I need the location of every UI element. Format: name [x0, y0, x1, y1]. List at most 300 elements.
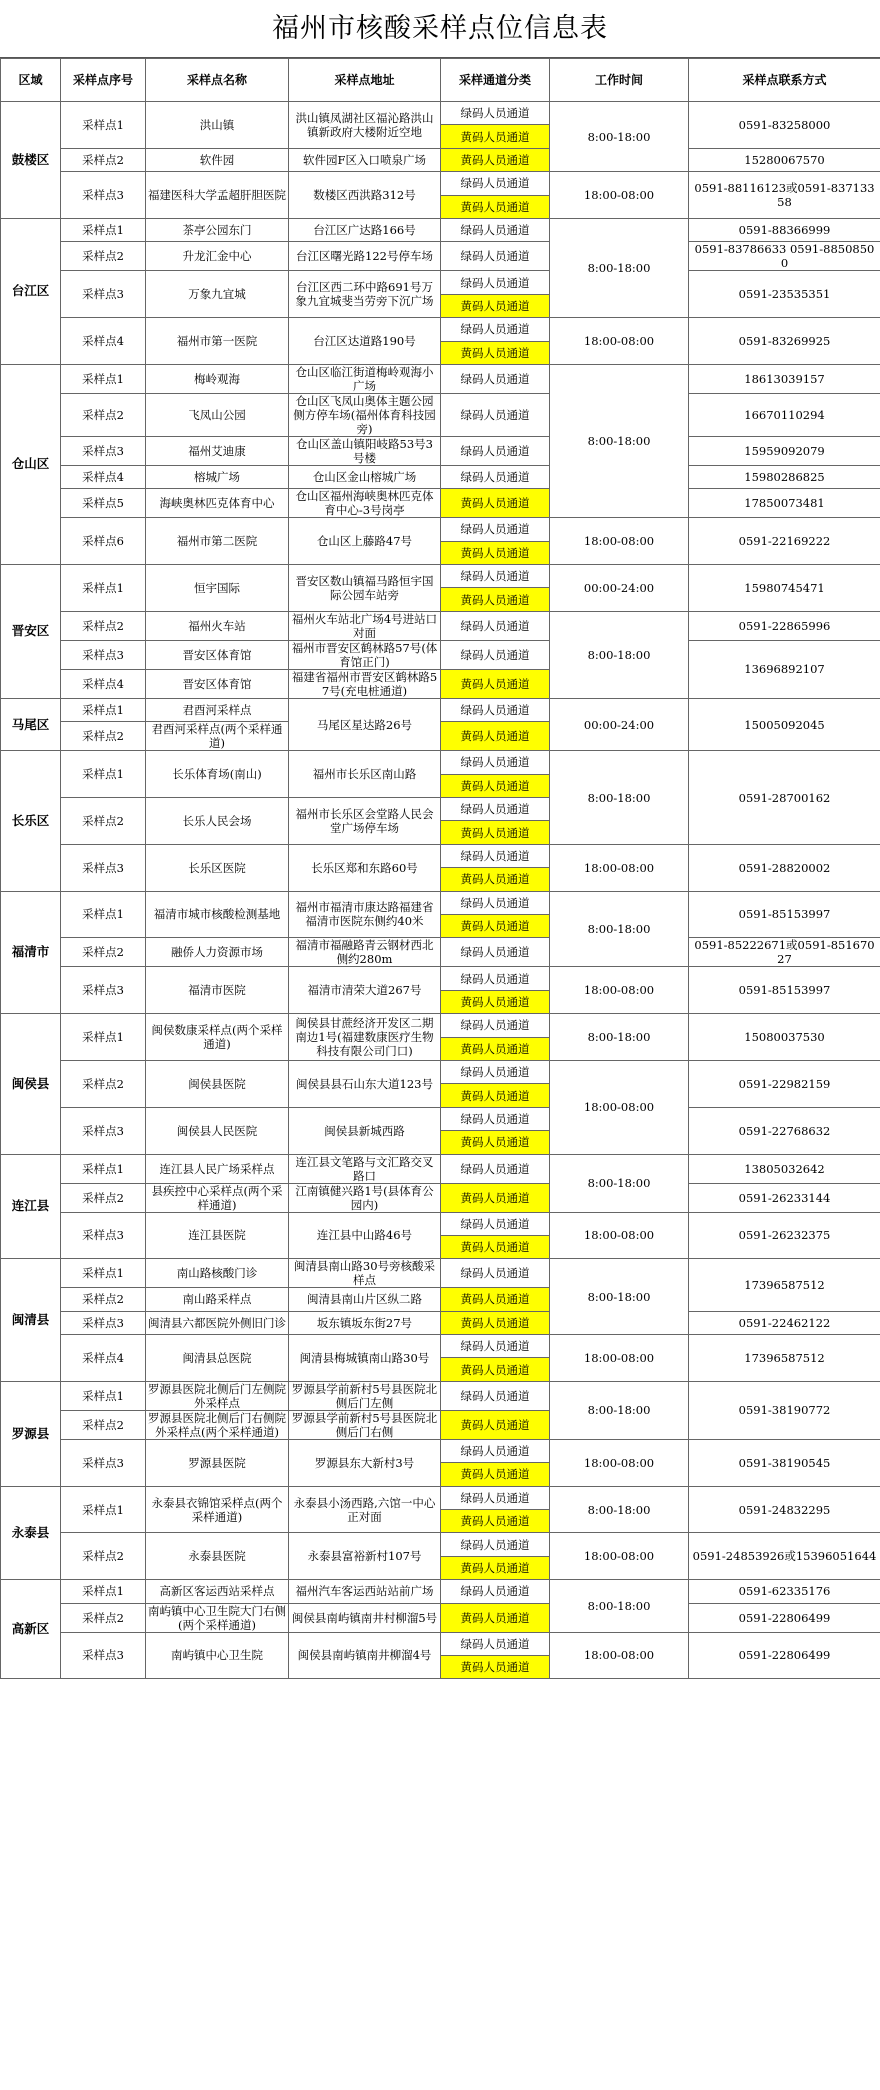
work-time-cell: 8:00-18:00 [550, 102, 689, 172]
district-cell: 高新区 [1, 1580, 61, 1679]
table-row [1, 1212, 880, 1235]
site-contact-cell: 17396587512 [689, 1259, 880, 1311]
sampling-sites-table [0, 58, 880, 1679]
table-row [1, 1603, 880, 1632]
channel-yellow-cell: 黄码人员通道 [441, 1183, 550, 1212]
site-address-cell: 晋安区数山镇福马路恒宇国际公园车站旁 [289, 565, 441, 612]
site-address-cell: 闽侯县县石山东大道123号 [289, 1060, 441, 1107]
work-time-cell: 8:00-18:00 [550, 364, 689, 517]
channel-green-cell: 绿码人员通道 [441, 242, 550, 271]
site-seq-cell: 采样点2 [61, 1288, 146, 1311]
table-row [1, 1335, 880, 1358]
site-contact-cell: 16670110294 [689, 393, 880, 436]
site-name-cell: 升龙汇金中心 [146, 242, 289, 271]
work-time-cell: 8:00-18:00 [550, 1014, 689, 1061]
site-seq-cell: 采样点2 [61, 722, 146, 751]
channel-yellow-cell: 黄码人员通道 [441, 195, 550, 218]
site-name-cell: 闽清县六都医院外侧旧门诊 [146, 1311, 289, 1334]
site-seq-cell: 采样点2 [61, 1410, 146, 1439]
work-time-cell: 18:00-08:00 [550, 1533, 689, 1580]
work-time-cell: 8:00-18:00 [550, 611, 689, 698]
site-seq-cell: 采样点2 [61, 1060, 146, 1107]
channel-green-cell: 绿码人员通道 [441, 967, 550, 990]
site-contact-cell: 13696892107 [689, 640, 880, 698]
site-seq-cell: 采样点2 [61, 1533, 146, 1580]
channel-yellow-cell: 黄码人员通道 [441, 1235, 550, 1258]
table-row [1, 844, 880, 867]
site-seq-cell: 采样点1 [61, 698, 146, 721]
work-time-cell: 18:00-08:00 [550, 172, 689, 219]
channel-green-cell: 绿码人员通道 [441, 751, 550, 774]
site-contact-cell: 0591-83269925 [689, 318, 880, 365]
site-seq-cell: 采样点4 [61, 669, 146, 698]
site-seq-cell: 采样点4 [61, 465, 146, 488]
channel-green-cell: 绿码人员通道 [441, 1381, 550, 1410]
site-seq-cell: 采样点1 [61, 751, 146, 798]
site-seq-cell: 采样点3 [61, 640, 146, 669]
site-address-cell: 仓山区金山榕城广场 [289, 465, 441, 488]
site-name-cell: 榕城广场 [146, 465, 289, 488]
site-name-cell: 晋安区体育馆 [146, 640, 289, 669]
work-time-cell: 8:00-18:00 [550, 751, 689, 845]
site-seq-cell: 采样点2 [61, 242, 146, 271]
site-name-cell: 长乐区医院 [146, 844, 289, 891]
site-seq-cell: 采样点3 [61, 436, 146, 465]
site-name-cell: 福州市第二医院 [146, 518, 289, 565]
channel-green-cell: 绿码人员通道 [441, 1632, 550, 1655]
site-name-cell: 闽侯数康采样点(两个采样通道) [146, 1014, 289, 1061]
site-contact-cell: 0591-83786633 0591-88508500 [689, 242, 880, 271]
site-contact-cell: 0591-23535351 [689, 271, 880, 318]
channel-yellow-cell: 黄码人员通道 [441, 990, 550, 1013]
channel-yellow-cell: 黄码人员通道 [441, 821, 550, 844]
site-name-cell: 海峡奥林匹克体育中心 [146, 489, 289, 518]
site-name-cell: 飞凤山公园 [146, 393, 289, 436]
table-row [1, 698, 880, 721]
site-address-cell: 罗源县学前新村5号县医院北侧后门左侧 [289, 1381, 441, 1410]
site-seq-cell: 采样点1 [61, 1154, 146, 1183]
site-name-cell: 闽侯县医院 [146, 1060, 289, 1107]
table-row [1, 102, 880, 125]
site-name-cell: 福建医科大学孟超肝胆医院 [146, 172, 289, 219]
site-seq-cell: 采样点1 [61, 1381, 146, 1410]
work-time-cell: 18:00-08:00 [550, 844, 689, 891]
site-seq-cell: 采样点1 [61, 1014, 146, 1061]
site-name-cell: 罗源县医院北侧后门右侧院外采样点(两个采样通道) [146, 1410, 289, 1439]
site-name-cell: 罗源县医院 [146, 1439, 289, 1486]
site-seq-cell: 采样点3 [61, 1107, 146, 1154]
site-name-cell: 南屿镇中心卫生院 [146, 1632, 289, 1679]
site-address-cell: 永泰县富裕新村107号 [289, 1533, 441, 1580]
work-time-cell: 8:00-18:00 [550, 1381, 689, 1439]
header-name: 采样点名称 [146, 59, 289, 102]
site-seq-cell: 采样点1 [61, 218, 146, 241]
site-seq-cell: 采样点2 [61, 611, 146, 640]
site-address-cell: 闽清县南山片区纵二路 [289, 1288, 441, 1311]
site-contact-cell: 0591-26233144 [689, 1183, 880, 1212]
table-row [1, 640, 880, 669]
table-row [1, 271, 880, 294]
site-name-cell: 长乐体育场(南山) [146, 751, 289, 798]
site-name-cell: 县疾控中心采样点(两个采样通道) [146, 1183, 289, 1212]
channel-yellow-cell: 黄码人员通道 [441, 1037, 550, 1060]
site-contact-cell: 15959092079 [689, 436, 880, 465]
site-address-cell: 福州市长乐区会堂路人民会堂广场停车场 [289, 798, 441, 845]
site-seq-cell: 采样点3 [61, 844, 146, 891]
work-time-cell: 8:00-18:00 [550, 891, 689, 967]
site-name-cell: 福清市城市核酸检测基地 [146, 891, 289, 938]
site-name-cell: 永泰县医院 [146, 1533, 289, 1580]
channel-green-cell: 绿码人员通道 [441, 1533, 550, 1556]
work-time-cell: 18:00-08:00 [550, 1060, 689, 1154]
table-body [1, 102, 880, 1679]
site-seq-cell: 采样点1 [61, 565, 146, 612]
channel-yellow-cell: 黄码人员通道 [441, 1288, 550, 1311]
site-seq-cell: 采样点2 [61, 148, 146, 171]
site-seq-cell: 采样点1 [61, 891, 146, 938]
channel-yellow-cell: 黄码人员通道 [441, 541, 550, 564]
header-district: 区域 [1, 59, 61, 102]
site-address-cell: 江南镇健兴路1号(县体育公园内) [289, 1183, 441, 1212]
site-address-cell: 长乐区郑和东路60号 [289, 844, 441, 891]
site-address-cell: 仓山区飞凤山奥体主题公园侧方停车场(福州体育科技园旁) [289, 393, 441, 436]
table-row [1, 1060, 880, 1083]
site-address-cell: 数楼区西洪路312号 [289, 172, 441, 219]
site-contact-cell: 0591-28820002 [689, 844, 880, 891]
site-seq-cell: 采样点2 [61, 798, 146, 845]
table-row [1, 218, 880, 241]
site-address-cell: 福州火车站北广场4号进站口对面 [289, 611, 441, 640]
table-row [1, 1439, 880, 1462]
work-time-cell: 8:00-18:00 [550, 1259, 689, 1335]
site-contact-cell: 0591-38190772 [689, 1381, 880, 1439]
channel-green-cell: 绿码人员通道 [441, 1060, 550, 1083]
site-address-cell: 台江区达道路190号 [289, 318, 441, 365]
site-contact-cell: 0591-83258000 [689, 102, 880, 149]
site-name-cell: 连江县医院 [146, 1212, 289, 1259]
channel-yellow-cell: 黄码人员通道 [441, 148, 550, 171]
site-name-cell: 君酉河采样点 [146, 698, 289, 721]
district-cell: 长乐区 [1, 751, 61, 891]
site-seq-cell: 采样点6 [61, 518, 146, 565]
site-name-cell: 福州火车站 [146, 611, 289, 640]
channel-yellow-cell: 黄码人员通道 [441, 1358, 550, 1381]
work-time-cell: 18:00-08:00 [550, 318, 689, 365]
work-time-cell: 18:00-08:00 [550, 1439, 689, 1486]
work-time-cell: 00:00-24:00 [550, 565, 689, 612]
channel-green-cell: 绿码人员通道 [441, 318, 550, 341]
site-seq-cell: 采样点3 [61, 1212, 146, 1259]
channel-yellow-cell: 黄码人员通道 [441, 588, 550, 611]
district-cell: 晋安区 [1, 565, 61, 699]
site-seq-cell: 采样点1 [61, 1486, 146, 1533]
site-seq-cell: 采样点3 [61, 271, 146, 318]
table-row [1, 1632, 880, 1655]
channel-green-cell: 绿码人员通道 [441, 844, 550, 867]
header-channel: 采样通道分类 [441, 59, 550, 102]
site-contact-cell: 0591-22169222 [689, 518, 880, 565]
site-name-cell: 君酉河采样点(两个采样通道) [146, 722, 289, 751]
site-name-cell: 南屿镇中心卫生院大门右侧(两个采样通道) [146, 1603, 289, 1632]
site-seq-cell: 采样点1 [61, 1259, 146, 1288]
site-name-cell: 连江县人民广场采样点 [146, 1154, 289, 1183]
table-row [1, 1107, 880, 1130]
channel-yellow-cell: 黄码人员通道 [441, 341, 550, 364]
header-contact: 采样点联系方式 [689, 59, 880, 102]
site-name-cell: 福州市第一医院 [146, 318, 289, 365]
site-seq-cell: 采样点1 [61, 364, 146, 393]
channel-yellow-cell: 黄码人员通道 [441, 1655, 550, 1678]
work-time-cell: 18:00-08:00 [550, 1632, 689, 1679]
district-cell: 闽侯县 [1, 1014, 61, 1154]
table-row [1, 1311, 880, 1334]
site-address-cell: 永泰县小汤西路,六馆一中心正对面 [289, 1486, 441, 1533]
site-address-cell: 福州市福清市康达路福建省福清市医院东侧约40米 [289, 891, 441, 938]
table-row [1, 1259, 880, 1288]
channel-green-cell: 绿码人员通道 [441, 698, 550, 721]
site-contact-cell: 0591-22806499 [689, 1632, 880, 1679]
site-contact-cell: 0591-62335176 [689, 1580, 880, 1603]
site-seq-cell: 采样点2 [61, 1603, 146, 1632]
site-address-cell: 仓山区福州海峡奥林匹克体育中心-3号岗亭 [289, 489, 441, 518]
table-row [1, 1154, 880, 1183]
site-contact-cell: 0591-26232375 [689, 1212, 880, 1259]
district-cell: 马尾区 [1, 698, 61, 750]
district-cell: 闽清县 [1, 1259, 61, 1382]
channel-yellow-cell: 黄码人员通道 [441, 1084, 550, 1107]
channel-yellow-cell: 黄码人员通道 [441, 294, 550, 317]
work-time-cell: 8:00-18:00 [550, 1486, 689, 1533]
channel-green-cell: 绿码人员通道 [441, 518, 550, 541]
table-row [1, 364, 880, 393]
channel-yellow-cell: 黄码人员通道 [441, 774, 550, 797]
district-cell: 台江区 [1, 218, 61, 364]
site-address-cell: 仓山区上藤路47号 [289, 518, 441, 565]
site-seq-cell: 采样点2 [61, 1183, 146, 1212]
site-name-cell: 融侨人力资源市场 [146, 938, 289, 967]
channel-yellow-cell: 黄码人员通道 [441, 489, 550, 518]
site-name-cell: 洪山镇 [146, 102, 289, 149]
channel-green-cell: 绿码人员通道 [441, 938, 550, 967]
table-row [1, 436, 880, 465]
site-name-cell: 罗源县医院北侧后门左侧院外采样点 [146, 1381, 289, 1410]
district-cell: 仓山区 [1, 364, 61, 564]
work-time-cell: 18:00-08:00 [550, 1335, 689, 1382]
site-name-cell: 恒宇国际 [146, 565, 289, 612]
site-contact-cell: 0591-85153997 [689, 891, 880, 938]
site-address-cell: 台江区曙光路122号停车场 [289, 242, 441, 271]
site-contact-cell: 0591-85222671或0591-85167027 [689, 938, 880, 967]
channel-green-cell: 绿码人员通道 [441, 364, 550, 393]
site-contact-cell: 0591-85153997 [689, 967, 880, 1014]
site-contact-cell: 18613039157 [689, 364, 880, 393]
channel-green-cell: 绿码人员通道 [441, 611, 550, 640]
table-row [1, 318, 880, 341]
channel-yellow-cell: 黄码人员通道 [441, 868, 550, 891]
site-contact-cell: 17850073481 [689, 489, 880, 518]
site-address-cell: 台江区西二环中路691号万象九宜城斐当劳旁下沉广场 [289, 271, 441, 318]
site-address-cell: 罗源县学前新村5号县医院北侧后门右侧 [289, 1410, 441, 1439]
site-address-cell: 罗源县东大新村3号 [289, 1439, 441, 1486]
table-row [1, 891, 880, 914]
site-contact-cell: 15980745471 [689, 565, 880, 612]
district-cell: 罗源县 [1, 1381, 61, 1486]
site-address-cell: 福州汽车客运西站站前广场 [289, 1580, 441, 1603]
channel-yellow-cell: 黄码人员通道 [441, 1510, 550, 1533]
channel-green-cell: 绿码人员通道 [441, 1580, 550, 1603]
table-row [1, 1533, 880, 1556]
site-contact-cell: 0591-88366999 [689, 218, 880, 241]
channel-green-cell: 绿码人员通道 [441, 565, 550, 588]
site-contact-cell: 0591-38190545 [689, 1439, 880, 1486]
site-seq-cell: 采样点2 [61, 393, 146, 436]
table-row [1, 1486, 880, 1509]
site-address-cell: 福清市清荣大道267号 [289, 967, 441, 1014]
site-contact-cell: 15080037530 [689, 1014, 880, 1061]
site-address-cell: 闽清县南山路30号旁核酸采样点 [289, 1259, 441, 1288]
channel-yellow-cell: 黄码人员通道 [441, 914, 550, 937]
table-row [1, 1014, 880, 1037]
site-address-cell: 坂东镇坂东街27号 [289, 1311, 441, 1334]
site-name-cell: 茶亭公园东门 [146, 218, 289, 241]
channel-green-cell: 绿码人员通道 [441, 271, 550, 294]
site-name-cell: 永泰县衣锦馆采样点(两个采样通道) [146, 1486, 289, 1533]
channel-yellow-cell: 黄码人员通道 [441, 669, 550, 698]
site-address-cell: 闽侯县南屿镇南井柳溜4号 [289, 1632, 441, 1679]
site-name-cell: 福清市医院 [146, 967, 289, 1014]
site-seq-cell: 采样点5 [61, 489, 146, 518]
table-row [1, 518, 880, 541]
site-address-cell: 仓山区临江街道梅岭观海小广场 [289, 364, 441, 393]
channel-green-cell: 绿码人员通道 [441, 436, 550, 465]
site-contact-cell: 0591-22806499 [689, 1603, 880, 1632]
site-name-cell: 南山路核酸门诊 [146, 1259, 289, 1288]
site-name-cell: 闽侯县人民医院 [146, 1107, 289, 1154]
site-address-cell: 洪山镇凤湖社区福沁路洪山镇新政府大楼附近空地 [289, 102, 441, 149]
channel-green-cell: 绿码人员通道 [441, 465, 550, 488]
channel-green-cell: 绿码人员通道 [441, 102, 550, 125]
work-time-cell: 18:00-08:00 [550, 518, 689, 565]
district-cell: 鼓楼区 [1, 102, 61, 219]
work-time-cell: 8:00-18:00 [550, 1154, 689, 1212]
header-seq: 采样点序号 [61, 59, 146, 102]
site-contact-cell: 13805032642 [689, 1154, 880, 1183]
site-address-cell: 仓山区盖山镇阳岐路53号3号楼 [289, 436, 441, 465]
channel-green-cell: 绿码人员通道 [441, 393, 550, 436]
table-row [1, 1381, 880, 1410]
channel-green-cell: 绿码人员通道 [441, 1154, 550, 1183]
site-seq-cell: 采样点3 [61, 1632, 146, 1679]
channel-green-cell: 绿码人员通道 [441, 1014, 550, 1037]
channel-yellow-cell: 黄码人员通道 [441, 1556, 550, 1579]
site-address-cell: 马尾区星达路26号 [289, 698, 441, 750]
site-seq-cell: 采样点3 [61, 172, 146, 219]
site-name-cell: 长乐人民会场 [146, 798, 289, 845]
site-address-cell: 福建省福州市晋安区鹤林路57号(充电桩通道) [289, 669, 441, 698]
channel-yellow-cell: 黄码人员通道 [441, 722, 550, 751]
site-contact-cell: 15005092045 [689, 698, 880, 750]
site-address-cell: 福州市长乐区南山路 [289, 751, 441, 798]
site-name-cell: 南山路采样点 [146, 1288, 289, 1311]
table-row [1, 751, 880, 774]
table-row [1, 611, 880, 640]
channel-green-cell: 绿码人员通道 [441, 218, 550, 241]
table-row [1, 1580, 880, 1603]
work-time-cell: 8:00-18:00 [550, 218, 689, 317]
site-address-cell: 闽侯县新城西路 [289, 1107, 441, 1154]
channel-green-cell: 绿码人员通道 [441, 1107, 550, 1130]
table-row [1, 967, 880, 990]
channel-yellow-cell: 黄码人员通道 [441, 1131, 550, 1154]
site-contact-cell: 0591-24853926或15396051644 [689, 1533, 880, 1580]
site-seq-cell: 采样点3 [61, 1439, 146, 1486]
header-address: 采样点地址 [289, 59, 441, 102]
site-seq-cell: 采样点3 [61, 1311, 146, 1334]
table-row [1, 465, 880, 488]
site-contact-cell: 0591-22462122 [689, 1311, 880, 1334]
site-name-cell: 晋安区体育馆 [146, 669, 289, 698]
site-contact-cell: 15280067570 [689, 148, 880, 171]
site-name-cell: 万象九宜城 [146, 271, 289, 318]
site-seq-cell: 采样点3 [61, 967, 146, 1014]
site-name-cell: 软件园 [146, 148, 289, 171]
channel-yellow-cell: 黄码人员通道 [441, 1410, 550, 1439]
channel-green-cell: 绿码人员通道 [441, 1212, 550, 1235]
channel-green-cell: 绿码人员通道 [441, 798, 550, 821]
site-seq-cell: 采样点4 [61, 1335, 146, 1382]
site-name-cell: 高新区客运西站采样点 [146, 1580, 289, 1603]
site-address-cell: 软件园F区入口喷泉广场 [289, 148, 441, 171]
site-contact-cell: 0591-88116123或0591-83713358 [689, 172, 880, 219]
table-row [1, 148, 880, 171]
channel-yellow-cell: 黄码人员通道 [441, 1603, 550, 1632]
header-row [1, 59, 880, 102]
channel-yellow-cell: 黄码人员通道 [441, 1463, 550, 1486]
channel-yellow-cell: 黄码人员通道 [441, 125, 550, 148]
table-row [1, 242, 880, 271]
site-seq-cell: 采样点2 [61, 938, 146, 967]
site-address-cell: 闽侯县甘蔗经济开发区二期南边1号(福建数康医疗生物科技有限公司门口) [289, 1014, 441, 1061]
site-address-cell: 台江区广达路166号 [289, 218, 441, 241]
channel-green-cell: 绿码人员通道 [441, 1335, 550, 1358]
channel-green-cell: 绿码人员通道 [441, 640, 550, 669]
site-address-cell: 福清市福融路青云钢材西北侧约280m [289, 938, 441, 967]
page-title: 福州市核酸采样点位信息表 [0, 0, 880, 58]
site-name-cell: 福州艾迪康 [146, 436, 289, 465]
site-seq-cell: 采样点1 [61, 1580, 146, 1603]
site-address-cell: 连江县中山路46号 [289, 1212, 441, 1259]
work-time-cell: 18:00-08:00 [550, 1212, 689, 1259]
site-contact-cell: 0591-28700162 [689, 751, 880, 845]
work-time-cell: 18:00-08:00 [550, 967, 689, 1014]
channel-green-cell: 绿码人员通道 [441, 891, 550, 914]
site-seq-cell: 采样点4 [61, 318, 146, 365]
district-cell: 连江县 [1, 1154, 61, 1259]
site-name-cell: 闽清县总医院 [146, 1335, 289, 1382]
table-row [1, 1183, 880, 1212]
work-time-cell: 8:00-18:00 [550, 1580, 689, 1632]
channel-green-cell: 绿码人员通道 [441, 1439, 550, 1462]
site-contact-cell: 0591-22865996 [689, 611, 880, 640]
table-row [1, 393, 880, 436]
site-contact-cell: 0591-22982159 [689, 1060, 880, 1107]
site-contact-cell: 0591-22768632 [689, 1107, 880, 1154]
table-row [1, 489, 880, 518]
site-address-cell: 闽清县梅城镇南山路30号 [289, 1335, 441, 1382]
channel-yellow-cell: 黄码人员通道 [441, 1311, 550, 1334]
site-address-cell: 闽侯县南屿镇南井村柳溜5号 [289, 1603, 441, 1632]
site-address-cell: 连江县文笔路与文汇路交叉路口 [289, 1154, 441, 1183]
